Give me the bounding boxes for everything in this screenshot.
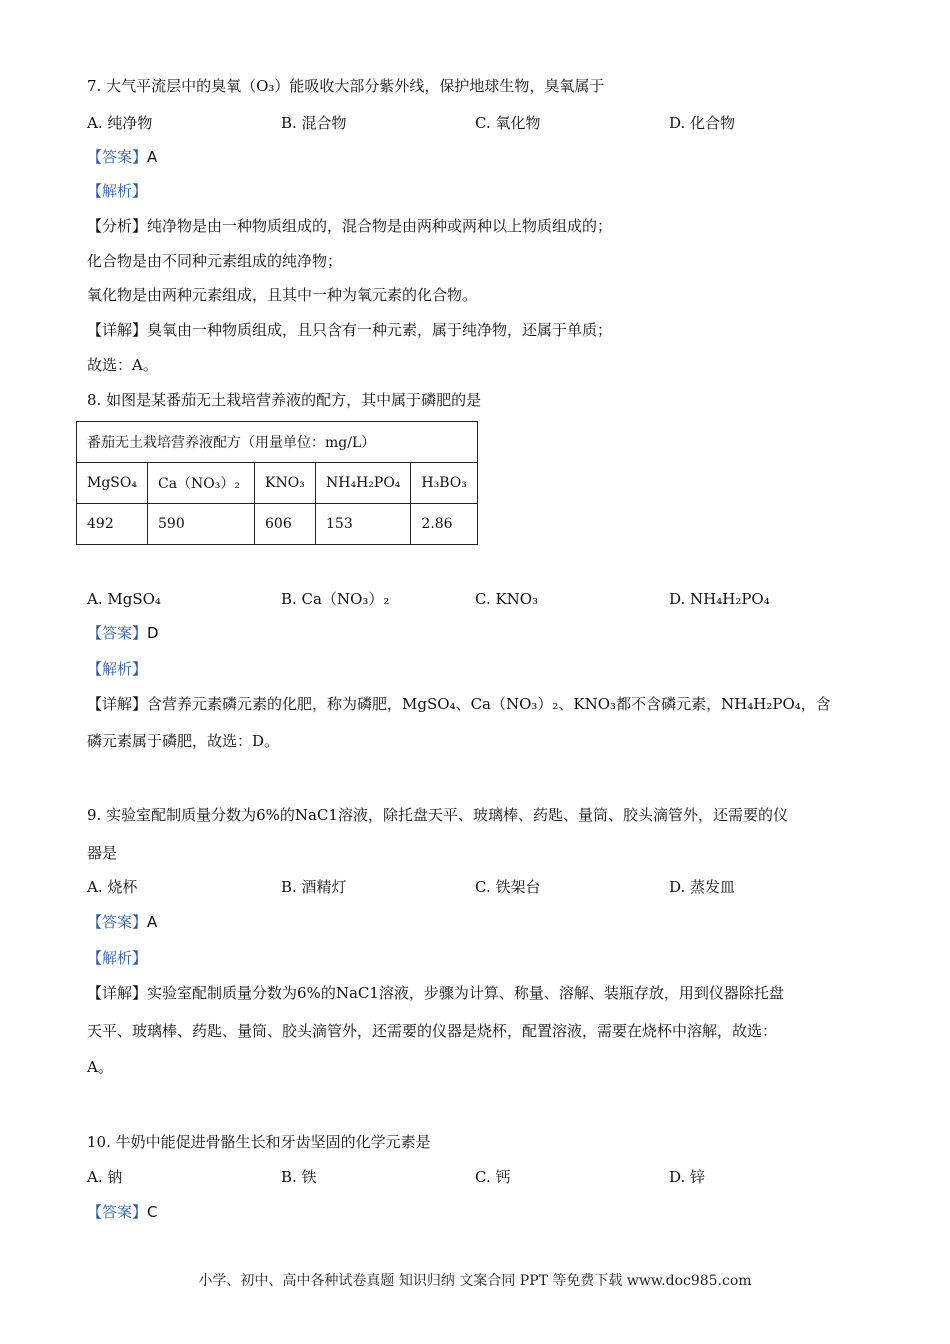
q8-answer bbox=[87, 623, 159, 643]
q9-stem: 9. 实验室配制质量分数为6%的NaC1溶液，除托盘天平、玻璃棒、药匙、量筒、胶头滴管外，还需要的仪 bbox=[87, 806, 788, 824]
q9-option-b: B. 酒精灯 bbox=[281, 878, 347, 896]
q8-detail-2: 磷元素属于磷肥，故选：D。 bbox=[87, 732, 280, 750]
detail-tag: 【详解】 bbox=[87, 695, 148, 713]
q10-option-c: C. 钙 bbox=[475, 1168, 511, 1186]
q7-option-a: A. 纯净物 bbox=[87, 114, 153, 132]
table-cell: 153 bbox=[316, 504, 411, 545]
q9-detail-3: A。 bbox=[87, 1058, 113, 1076]
detail-text: 含营养元素磷元素的化肥，称为磷肥，MgSO₄、Ca（NO₃）₂、KNO₃都不含磷元素，NH₄H₂PO₄，含 bbox=[147, 695, 831, 713]
q8-option-d: D. NH₄H₂PO₄ bbox=[669, 590, 770, 608]
q8-option-b: B. Ca（NO₃）₂ bbox=[281, 590, 390, 608]
q7-analysis-tag: 【解析】 bbox=[87, 182, 148, 200]
answer-tag: 【答案】 bbox=[87, 1203, 148, 1221]
q9-detail-2: 天平、玻璃棒、药匙、量筒、胶头滴管外，还需要的仪器是烧杯，配置溶液，需要在烧杯中溶解，故选： bbox=[87, 1022, 778, 1040]
detail-text: 实验室配制质量分数为6%的NaC1溶液，步骤为计算、称量、溶解、装瓶存放，用到仪器除托盘 bbox=[147, 984, 784, 1002]
q7-detail bbox=[87, 320, 612, 340]
q7-fenxi-2: 化合物是由不同种元素组成的纯净物； bbox=[87, 252, 343, 270]
q9-detail bbox=[87, 983, 784, 1003]
table-cell: 606 bbox=[255, 504, 316, 545]
table-title: 番茄无土栽培营养液配方（用量单位：mg/L） bbox=[77, 422, 478, 463]
q7-option-d: D. 化合物 bbox=[669, 114, 736, 132]
detail-text: 臭氧由一种物质组成，且只含有一种元素，属于纯净物，还属于单质； bbox=[147, 321, 613, 339]
answer-value: A bbox=[147, 148, 158, 166]
q9-analysis-tag: 【解析】 bbox=[87, 949, 148, 967]
table-cell: 492 bbox=[77, 504, 148, 545]
q7-detail-2: 故选：A。 bbox=[87, 356, 158, 374]
q7-stem: 7. 大气平流层中的臭氧（O₃）能吸收大部分紫外线，保护地球生物，臭氧属于 bbox=[87, 77, 605, 95]
table-title-row bbox=[77, 422, 478, 463]
q7-fenxi bbox=[87, 216, 612, 236]
q9-option-c: C. 铁架台 bbox=[475, 878, 541, 896]
table-row bbox=[77, 504, 478, 545]
answer-value: C bbox=[147, 1203, 158, 1221]
table-header: MgSO₄ bbox=[77, 463, 148, 504]
q9-stem-2: 器是 bbox=[87, 844, 118, 862]
nutrient-formula-table bbox=[76, 421, 478, 545]
detail-tag: 【详解】 bbox=[87, 321, 148, 339]
q10-option-a: A. 钠 bbox=[87, 1168, 123, 1186]
q10-stem: 10. 牛奶中能促进骨骼生长和牙齿坚固的化学元素是 bbox=[87, 1133, 431, 1151]
q9-option-a: A. 烧杯 bbox=[87, 878, 138, 896]
q8-analysis-tag: 【解析】 bbox=[87, 660, 148, 678]
q10-answer bbox=[87, 1202, 158, 1222]
fenxi-text: 纯净物是由一种物质组成的，混合物是由两种或两种以上物质组成的； bbox=[147, 217, 613, 235]
answer-tag: 【答案】 bbox=[87, 624, 148, 642]
q7-option-b: B. 混合物 bbox=[281, 114, 347, 132]
q10-option-b: B. 铁 bbox=[281, 1168, 317, 1186]
table-header: KNO₃ bbox=[255, 463, 316, 504]
q8-option-c: C. KNO₃ bbox=[475, 590, 539, 608]
q7-answer bbox=[87, 147, 157, 167]
table-cell: 590 bbox=[148, 504, 255, 545]
table-header: Ca（NO₃）₂ bbox=[148, 463, 255, 504]
answer-value: D bbox=[147, 624, 159, 642]
table-cell: 2.86 bbox=[411, 504, 477, 545]
q8-stem: 8. 如图是某番茄无土栽培营养液的配方，其中属于磷肥的是 bbox=[87, 391, 482, 409]
q8-option-a: A. MgSO₄ bbox=[87, 590, 161, 608]
q7-fenxi-3: 氧化物是由两种元素组成，且其中一种为氧元素的化合物。 bbox=[87, 286, 478, 304]
answer-tag: 【答案】 bbox=[87, 148, 148, 166]
answer-value: A bbox=[147, 913, 158, 931]
table-header: H₃BO₃ bbox=[411, 463, 477, 504]
table-header: NH₄H₂PO₄ bbox=[316, 463, 411, 504]
page-footer: 小学、初中、高中各种试卷真题 知识归纳 文案合同 PPT 等免费下载 www.doc985.com bbox=[198, 1273, 752, 1289]
table-header-row bbox=[77, 463, 478, 504]
detail-tag: 【详解】 bbox=[87, 984, 148, 1002]
q9-option-d: D. 蒸发皿 bbox=[669, 878, 736, 896]
q9-answer bbox=[87, 912, 157, 932]
fenxi-tag: 【分析】 bbox=[87, 217, 148, 235]
q8-detail bbox=[87, 694, 831, 714]
q10-option-d: D. 锌 bbox=[669, 1168, 706, 1186]
q7-option-c: C. 氧化物 bbox=[475, 114, 541, 132]
answer-tag: 【答案】 bbox=[87, 913, 148, 931]
